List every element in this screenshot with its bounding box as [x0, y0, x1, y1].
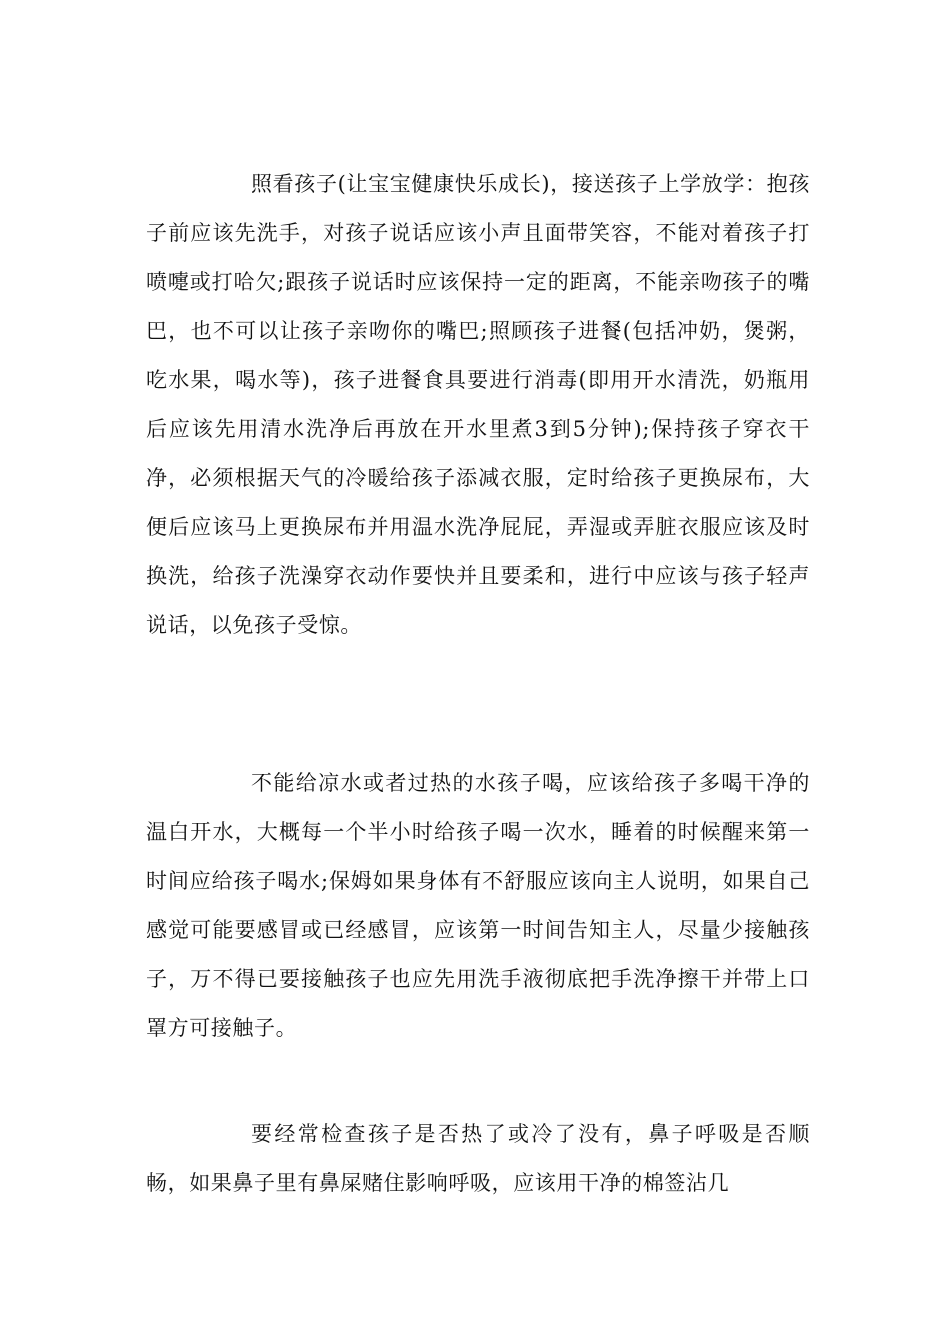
paragraph-drinking-water-and-illness: 不能给凉水或者过热的水孩子喝，应该给孩子多喝干净的温白开水，大概每一个半小时给孩子喝一次水，睡着的时候醒来第一时间应给孩子喝水;保姆如果身体有不舒服应该向主人说明，如果自己感觉可能要感冒或已经感冒，应该第一时间告知主人，尽量少接触孩子，万不得已要接触孩子也应先用洗手液彻底把手洗净擦干并带上口罩方可接触子。: [146, 771, 810, 1040]
paragraph-temperature-and-breathing: 要经常检查孩子是否热了或冷了没有，鼻子呼吸是否顺畅，如果鼻子里有鼻屎赌住影响呼吸，应该用干净的棉签沾几: [146, 1122, 810, 1195]
paragraph-childcare-hygiene: 照看孩子(让宝宝健康快乐成长)，接送孩子上学放学：抱孩子前应该先洗手，对孩子说话应该小声且面带笑容，不能对着孩子打喷嚏或打哈欠;跟孩子说话时应该保持一定的距离，不能亲吻孩子的嘴巴，也不可以让孩子亲吻你的嘴巴;照顾孩子进餐(包括冲奶，煲粥，吃水果，喝水等)，孩子进餐食具要进行消毒(即用开水清洗，奶瓶用后应该先用清水洗净后再放在开水里煮3到5分钟);保持孩子穿衣干净，必须根据天气的冷暖给孩子添减衣服，定时给孩子更换尿布，大便后应该马上更换尿布并用温水洗净屁屁，弄湿或弄脏衣服应该及时换洗，给孩子洗澡穿衣动作要快并且要柔和，进行中应该与孩子轻声说话，以免孩子受惊。: [146, 172, 810, 637]
